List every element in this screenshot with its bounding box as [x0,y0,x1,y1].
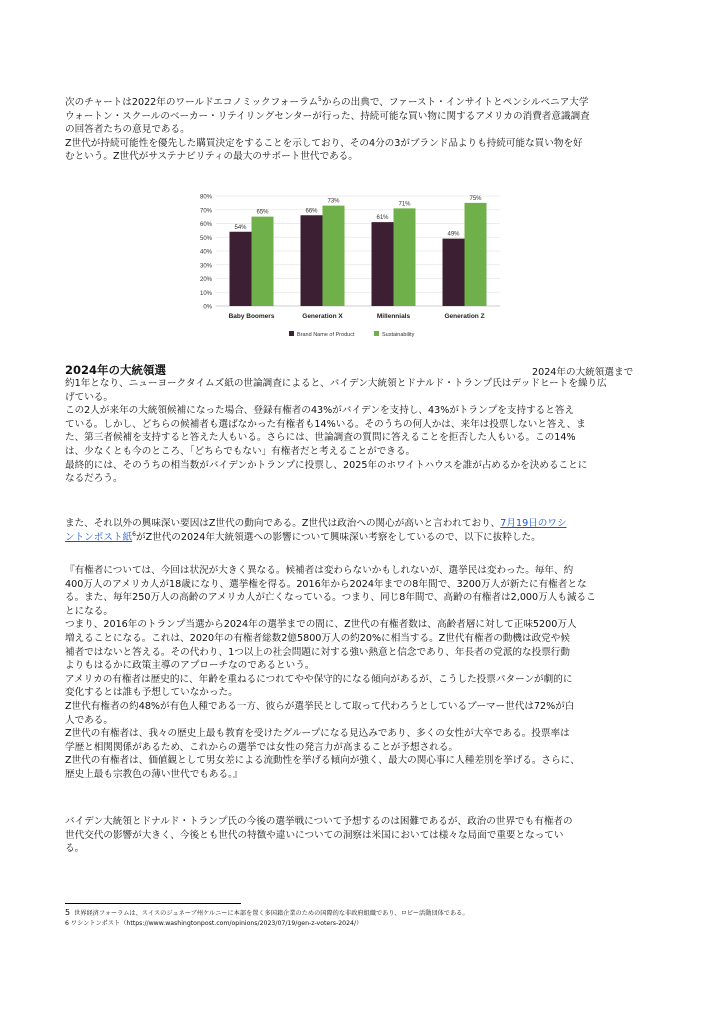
y-tick-label: 10% [199,290,212,297]
bar [301,215,323,306]
y-tick-label: 80% [199,194,212,201]
quote-line: 『有権者については、今回は状況が大きく異なる。候補者は変わらないかもしれないが、選挙民は変わった。毎年、約 [65,565,574,576]
section-title: 2024年の大統領選 [65,363,167,377]
quote-line: 人である。 [65,714,113,726]
data-label: 61% [376,215,389,222]
quote-line: よりもはるかに政策主導のアプローチなのであるという。 [65,660,315,672]
text-line: 最終的には、そのうちの相当数がバイデンかトランプに投票し、2025年のホワイトハウスを誰が占めるかを決めることに [65,459,588,471]
y-tick-label: 20% [199,277,212,283]
footnote-ref-5[interactable]: 5 [318,95,322,103]
text-line: る。 [65,843,85,855]
bar [465,203,487,306]
data-label: 66% [305,208,318,215]
quote-line: る。また、毎年250万人の高齢のアメリカ人が亡くなっている。つまり、同じ8年間で、高齢の有権者は2,000万人も減るこ [65,592,596,604]
bar [252,217,274,306]
text-line: た、第三者候補を支持すると答えた人もいる。さらには、世論調査の質問に答えることを拒否した人もいる。この14% [65,432,576,444]
data-label: 71% [398,201,411,208]
footnote-5 [65,908,665,918]
text-line: なるだろう。 [65,473,123,485]
bar [443,239,465,306]
bar-chart-svg [194,188,504,348]
footnote-text: 6 ワシントンポスト（https://www.washingtonpost.com/opinions/2023/07/19/gen-z-voters-2024/） [65,920,363,927]
footnote-divider [65,903,241,904]
footnote-6 [65,919,665,928]
closing-paragraph [65,815,661,856]
y-tick-label: 70% [199,208,212,215]
quote-line: つまり、2016年のトランプ当選から2024年の選挙までの間に、Z世代の有権者数は、高齢者層に対して正味5200万人 [65,619,577,631]
text-line: バイデン大統領とドナルド・トランプ氏の今後の選挙戦について予想するのは困難であるが、政治の世界でも有権者の [65,816,573,827]
legend-label: Sustainability [382,332,415,338]
bar [394,208,416,306]
text-line: は、少なくとも今のところ、「どちらでもない」有権者だと考えることができる。 [65,445,416,457]
data-label: 75% [469,195,482,202]
quote-line: 学歴と相関関係があるため、これからの選挙では女性の発言力が高まることが予想される。 [65,741,458,753]
quote-line: 歴史上最も宗教色の薄い世代でもある。』 [65,768,243,780]
data-label: 65% [256,209,269,216]
bar-chart [194,188,504,348]
genz-paragraph [65,517,661,544]
footnote-ref-6[interactable]: 6 [132,530,136,538]
x-tick-label: Baby Boomers [228,313,275,320]
y-tick-label: 60% [199,222,212,228]
bar [323,206,345,306]
quote-line: 増えることになる。これは、2020年の有権者総数2億5800万人の約20%に相当する。Z世代有権者の動機は政党や候 [65,632,570,644]
x-tick-label: Generation Z [444,313,485,320]
quote-line: Z世代の有権者は、我々の歴史上最も教育を受けたグループになる見込みであり、多くの女性が大卒である。投票率は [65,728,570,740]
quote-line: とになる。 [65,605,113,617]
text-line: げている。 [65,391,113,403]
footnote-number: 5 [65,908,71,917]
legend-swatch [374,331,379,336]
intro-line: Z世代が持続可能性を優先した購買決定をすることを示しており、その4分の3がブランド品よりも持続可能な買い物を好 [65,137,583,149]
intro-line: ウォートン・スクールのベーカー・リテイリングセンターが行った、持続可能な買い物に関するアメリカの消費者意識調査 [65,110,590,122]
y-tick-label: 50% [199,235,212,242]
legend-swatch [289,331,294,336]
intro-line: 次のチャートは2022年のワールドエコノミックフォーラム [65,97,319,108]
data-label: 73% [327,198,340,205]
data-label: 54% [234,224,247,231]
intro-line: の回答者たちの意見である。 [65,124,190,136]
washington-post-link-cont[interactable]: ントンポスト紙 [65,531,133,543]
text-line: 約1年となり、ニューヨークタイムズ紙の世論調査によると、バイデン大統領とドナルド・トランプ氏はデッドヒートを繰り広 [65,378,607,389]
text-line: この2人が来年の大統領候補になった場合、登録有権者の43%がバイデンを支持し、43%がトランプを支持すると答え [65,405,575,417]
x-tick-label: Generation X [302,313,343,320]
washington-post-link[interactable]: 7月19日のワシ [500,518,567,529]
data-label: 49% [447,231,460,238]
y-tick-label: 0% [203,304,212,311]
quote-line: 400万人のアメリカ人が18歳になり、選挙権を得る。2016年から2024年までの8年間で、3200万人が新たに有権者とな [65,578,587,590]
election-paragraph [65,377,661,486]
text-line: 世代交代の影響が大きく、今後とも世代の特徴や違いについての洞察は米国においては様々な局面で重要となってい [65,829,564,841]
footnote-text: 世界経済フォーラムは、スイスのジュネーブ州ケルニーに本部を置く多国籍企業のための国際的な非政府組織であり、ロビー活動団体である。 [74,910,469,917]
quote-line: Z世代有権者の約48%が有色人種である一方、彼らが選挙民として取って代わろうとしているブーマー世代は72%が白 [65,700,575,712]
intro-line: むという。Z世代がサステナビリティの最大のサポート世代である。 [65,151,358,163]
quote-line: 変化するとは誰も予想していなかった。 [65,687,238,699]
x-tick-label: Millennials [376,313,411,320]
legend-label: Brand Name of Product [297,332,355,338]
y-tick-label: 40% [199,249,212,256]
quote-paragraph [65,564,661,782]
bar [372,222,394,306]
text-line: ている。しかし、どちらの候補者も選ばなかった有権者も14%いる。そのうちの何人かは、来年は投票しないと答え、ま [65,418,586,430]
section-title-right: 2024年の大統領選まで [532,367,634,378]
bar [230,232,252,306]
quote-line: Z世代の有権者は、価値観として男女差による流動性を挙げる傾向が強く、最大の関心事に人種差別を挙げる。さらに、 [65,755,580,767]
intro-paragraph [65,96,661,164]
quote-line: 補者ではないと答える。その代わり、1つ以上の社会問題に対する強い熱意と信念であり、年長者の党派的な投票行動 [65,646,570,658]
quote-line: アメリカの有権者は歴史的に、年齢を重ねるにつれてやや保守的になる傾向があるが、こうした投票パターンが劇的に [65,673,573,685]
text-line: がZ世代の2024年大統領選への影響について興味深い考察をしているので、以下に抜粋した。 [135,531,541,543]
text-line: また、それ以外の興味深い要因はZ世代の動向である。Z世代は政治への関心が高いと言われており、 [65,518,501,529]
intro-line: からの出典で、ファースト・インサイトとペンシルベニア大学 [321,97,589,108]
y-tick-label: 30% [199,263,212,270]
